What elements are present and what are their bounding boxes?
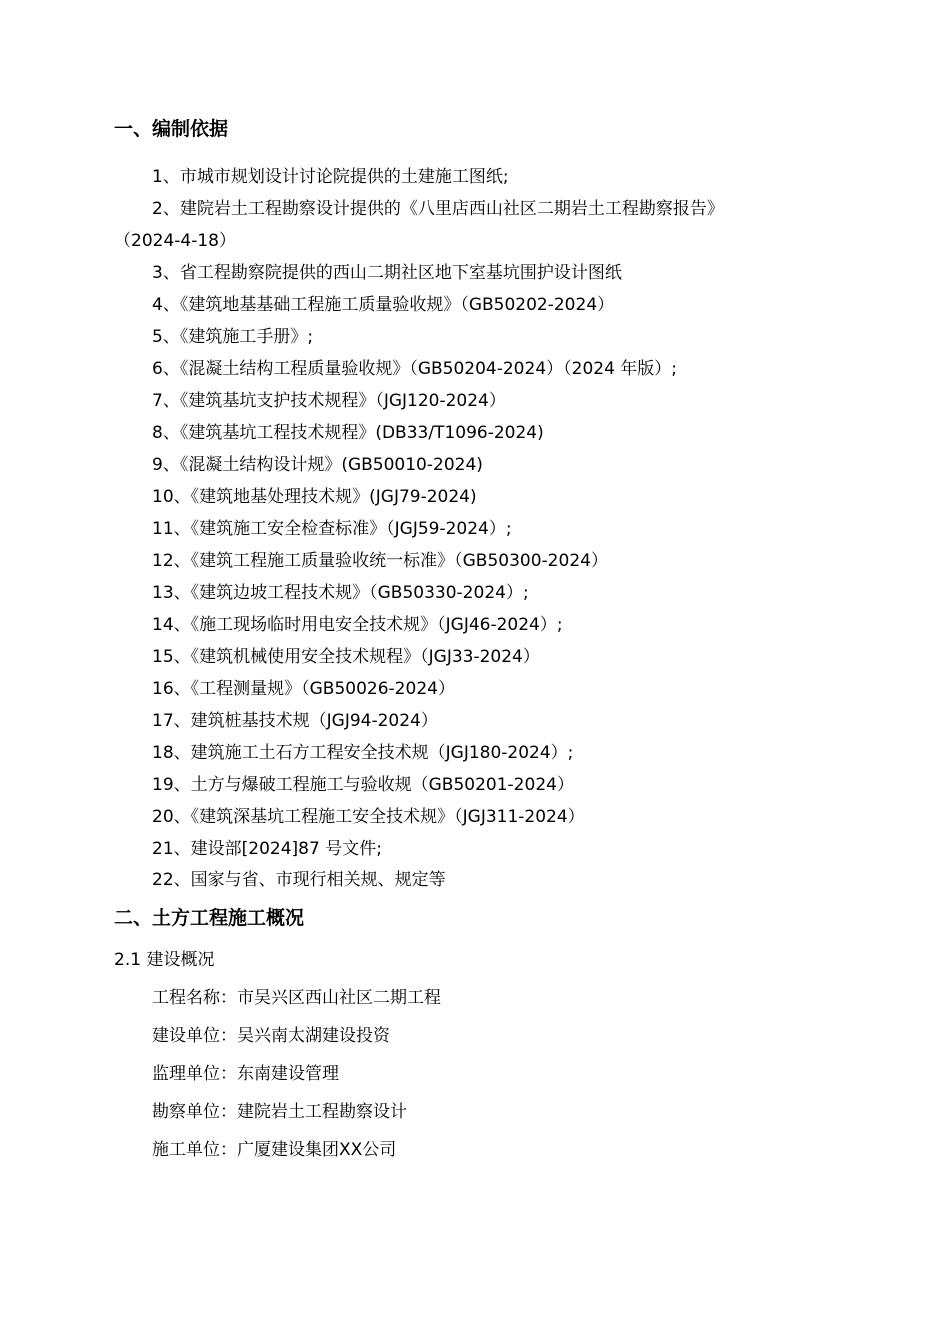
subsection-heading-construction: 2.1 建设概况 (114, 950, 215, 970)
reference-item-15: 15、《建筑机械使用安全技术规程》（JGJ33-2024） (152, 647, 540, 667)
reference-item-8: 8、《建筑基坑工程技术规程》(DB33/T1096-2024) (152, 423, 544, 443)
contractor-row: 施工单位：广厦建设集团XX公司 (152, 1140, 397, 1160)
reference-item-10: 10、《建筑地基处理技术规》(JGJ79-2024) (152, 487, 477, 507)
project-name-row: 工程名称：市吴兴区西山社区二期工程 (152, 988, 441, 1008)
reference-item-18: 18、建筑施工土石方工程安全技术规（JGJ180-2024）; (152, 743, 574, 763)
reference-item-2-continuation: （2024-4-18） (114, 231, 236, 251)
reference-item-17: 17、建筑桩基技术规（JGJ94-2024） (152, 711, 438, 731)
reference-item-16: 16、《工程测量规》（GB50026-2024） (152, 679, 455, 699)
reference-item-22: 22、国家与省、市现行相关规、规定等 (152, 870, 446, 890)
reference-item-7: 7、《建筑基坑支护技术规程》（JGJ120-2024） (152, 391, 506, 411)
reference-item-9: 9、《混凝土结构设计规》(GB50010-2024) (152, 455, 483, 475)
reference-item-5: 5、《建筑施工手册》; (152, 327, 314, 347)
reference-item-4: 4、《建筑地基基础工程施工质量验收规》（GB50202-2024） (152, 295, 615, 315)
reference-item-20: 20、《建筑深基坑工程施工安全技术规》（JGJ311-2024） (152, 807, 585, 827)
reference-item-2: 2、建院岩土工程勘察设计提供的《八里店西山社区二期岩土工程勘察报告》 (152, 199, 724, 219)
reference-item-12: 12、《建筑工程施工质量验收统一标准》（GB50300-2024） (152, 551, 608, 571)
reference-item-6: 6、《混凝土结构工程质量验收规》（GB50204-2024）（2024 年版）; (152, 359, 678, 379)
reference-item-14: 14、《施工现场临时用电安全技术规》（JGJ46-2024）; (152, 615, 563, 635)
section-heading-basis: 一、编制依据 (114, 118, 229, 140)
reference-item-1: 1、市城市规划设计讨论院提供的土建施工图纸; (152, 167, 509, 187)
reference-item-13: 13、《建筑边坡工程技术规》（GB50330-2024）; (152, 583, 529, 603)
builder-row: 建设单位：吴兴南太湖建设投资 (152, 1026, 390, 1046)
reference-item-3: 3、省工程勘察院提供的西山二期社区地下室基坑围护设计图纸 (152, 263, 622, 283)
supervisor-row: 监理单位：东南建设管理 (152, 1064, 339, 1084)
reference-item-21: 21、建设部[2024]87 号文件; (152, 839, 382, 859)
section-heading-overview: 二、土方工程施工概况 (114, 907, 305, 929)
reference-item-19: 19、土方与爆破工程施工与验收规（GB50201-2024） (152, 775, 574, 795)
surveyor-row: 勘察单位：建院岩土工程勘察设计 (152, 1102, 407, 1122)
reference-item-11: 11、《建筑施工安全检查标准》（JGJ59-2024）; (152, 519, 512, 539)
